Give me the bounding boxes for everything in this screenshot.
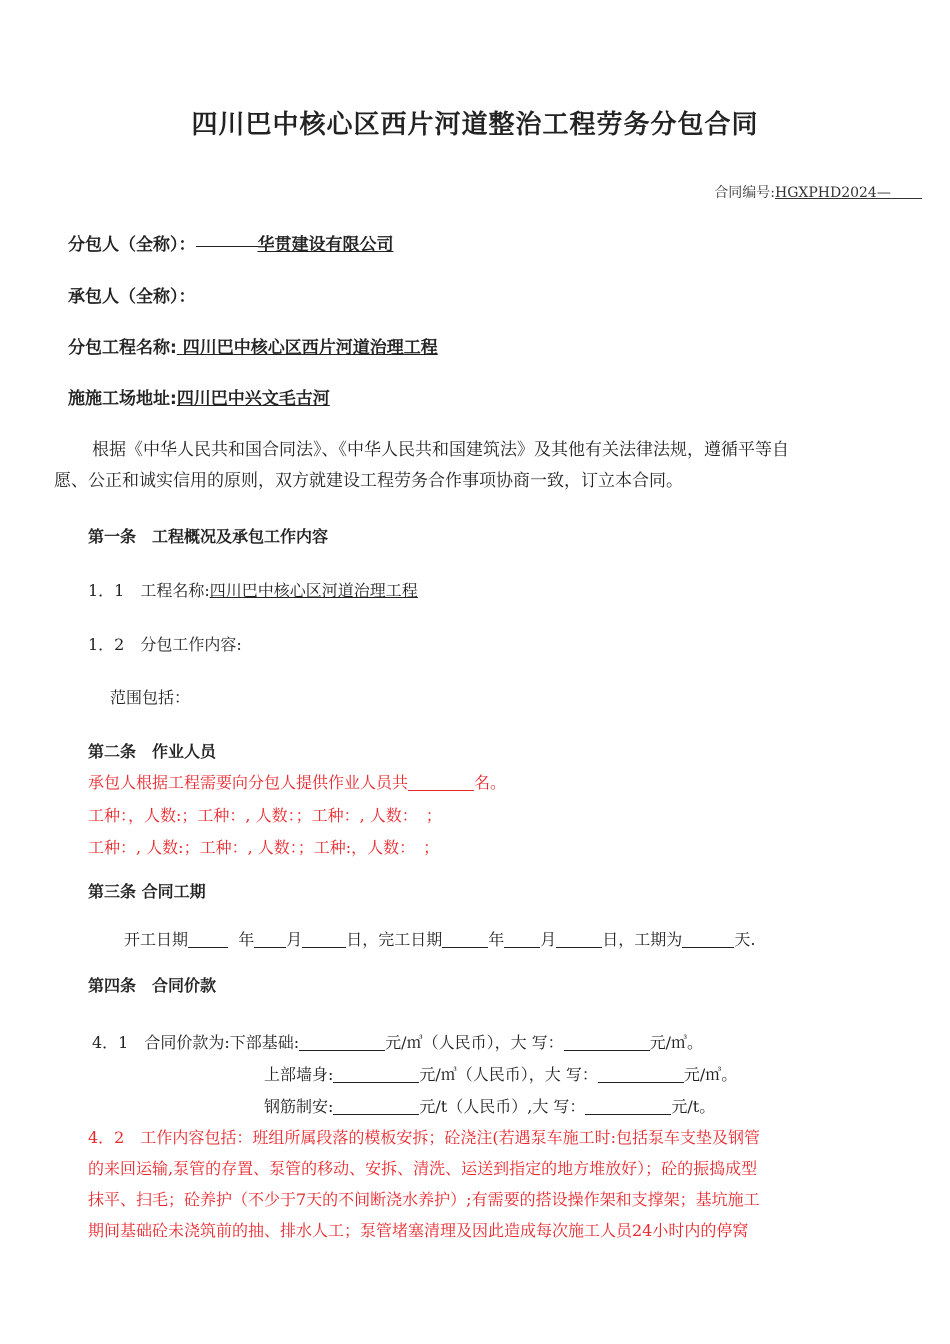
subcontractor-value: 华贯建设有限公司 (257, 235, 394, 255)
price-row-foundation-unit: 元/㎥（人民币），大 写： (385, 1033, 564, 1052)
price-row-wall-unit: 元/㎥（人民币），大 写： (419, 1065, 598, 1084)
article1-heading: 第一条 工程概况及承包工作内容 (88, 527, 329, 546)
site-line (68, 384, 330, 409)
article3-heading: 第三条 合同工期 (88, 882, 206, 901)
site-value: 四川巴中兴文毛古河 (176, 389, 330, 409)
article2-line3: 工种：, 人数:；工种：, 人数：；工种:，人数： ； (88, 838, 440, 857)
finish-month-label: 月 (540, 930, 557, 949)
project-line (68, 333, 438, 358)
price-row-rebar-blank (333, 1098, 419, 1115)
article4-heading: 第四条 合同价款 (88, 976, 217, 995)
price-row-wall-words-blank (598, 1066, 684, 1083)
price-row-rebar-unit2: 元/t。 (671, 1097, 716, 1116)
site-label: 施施工场地址: (68, 389, 177, 409)
start-day-label: 日 (346, 930, 363, 949)
contractor-label: 承包人（全称）： (68, 287, 196, 307)
price-row-foundation-name: 下部基础: (229, 1033, 300, 1052)
price-row-rebar-words-blank (585, 1098, 671, 1115)
finish-year-blank (442, 931, 488, 948)
preamble-line-2: 愿、公正和诚实信用的原则，双方就建设工程劳务合作事项协商一致，订立本合同。 (54, 471, 683, 491)
article1-scope: 范围包括： (110, 688, 191, 707)
article3-duration-line (124, 927, 755, 950)
article1-item1-label: 1．1 工程名称: (88, 581, 210, 600)
price-row-foundation-words-blank (564, 1034, 650, 1051)
subcontractor-label: 分包人（全称）： (68, 235, 196, 255)
start-year-blank (188, 931, 228, 948)
subcontractor-blank (196, 245, 258, 247)
article2-line1 (88, 770, 506, 793)
period-days-label: 天. (734, 930, 756, 949)
start-day-blank (302, 931, 346, 948)
period-blank (682, 931, 734, 948)
price-row-rebar (264, 1094, 715, 1117)
article2-heading: 第二条 作业人员 (88, 742, 217, 761)
price-row-wall-blank (333, 1066, 419, 1083)
article4-item1-label: 4．1 合同价款为: (92, 1033, 230, 1052)
contractor-line (68, 282, 196, 307)
article4-item2-line2: 的来回运输,泵管的存置、泵管的移动、安拆、清洗、运送到指定的地方堆放好）；砼的振捣成型 (88, 1159, 758, 1178)
start-month-label: 月 (286, 930, 303, 949)
price-row-wall-unit2: 元/㎥。 (683, 1065, 738, 1084)
finish-date-label: ，完工日期 (362, 930, 443, 949)
price-row-foundation (92, 1030, 703, 1053)
article1-item1-value: 四川巴中核心区河道治理工程 (209, 581, 418, 600)
price-row-wall-name: 上部墙身: (264, 1065, 334, 1084)
finish-month-blank (504, 931, 540, 948)
finish-day-blank (556, 931, 602, 948)
article1-item2: 1．2 分包工作内容: (88, 635, 242, 654)
contract-number-value: HGXPHD2024— (775, 185, 891, 201)
price-row-wall (264, 1062, 737, 1085)
subcontractor-line (68, 230, 394, 255)
article2-line1-text: 承包人根据工程需要向分包人提供作业人员共 (88, 773, 409, 792)
price-row-foundation-blank (299, 1034, 385, 1051)
price-row-rebar-unit: 元/t（人民币）,大 写： (419, 1097, 586, 1116)
start-year-label: 年 (238, 930, 255, 949)
article4-item2-line3: 抹平、扫毛；砼养护（不少于7天的不间断浇水养护）;有需要的搭设操作架和支撑架；基坑施工 (88, 1190, 760, 1209)
article1-item1 (88, 578, 418, 601)
price-row-foundation-unit2: 元/㎥。 (649, 1033, 704, 1052)
start-date-label: 开工日期 (124, 930, 189, 949)
article4-item2-line4: 期间基础砼未浇筑前的抽、排水人工；泵管堵塞清理及因此造成每次施工人员24小时内的停窝 (88, 1221, 749, 1240)
finish-day-label: 日 (602, 930, 619, 949)
article2-workers-blank (408, 774, 474, 791)
article4-item2-line1: 4．2 工作内容包括：班组所属段落的模板安拆；砼浇注(若遇泵车施工时:包括泵车支垫及钢管 (88, 1128, 760, 1147)
contract-number-label: 合同编号: (714, 185, 775, 201)
contract-number-blank (891, 185, 922, 201)
contract-number (714, 182, 922, 202)
start-month-blank (254, 931, 286, 948)
preamble-line-1: 根据《中华人民共和国合同法》、《中华人民共和国建筑法》及其他有关法律法规，遵循平等自 (92, 440, 789, 460)
finish-year-label: 年 (488, 930, 505, 949)
article2-line1-unit: 名。 (474, 773, 507, 792)
period-label: ，工期为 (618, 930, 683, 949)
article2-line2: 工种：，人数:；工种：, 人数：；工种：, 人数： ； (88, 806, 442, 825)
project-label: 分包工程名称: (68, 338, 177, 358)
project-value: 四川巴中核心区西片河道治理工程 (182, 338, 438, 358)
price-row-rebar-name: 钢筋制安: (264, 1097, 334, 1116)
contract-title: 四川巴中核心区西片河道整治工程劳务分包合同 (191, 110, 759, 140)
